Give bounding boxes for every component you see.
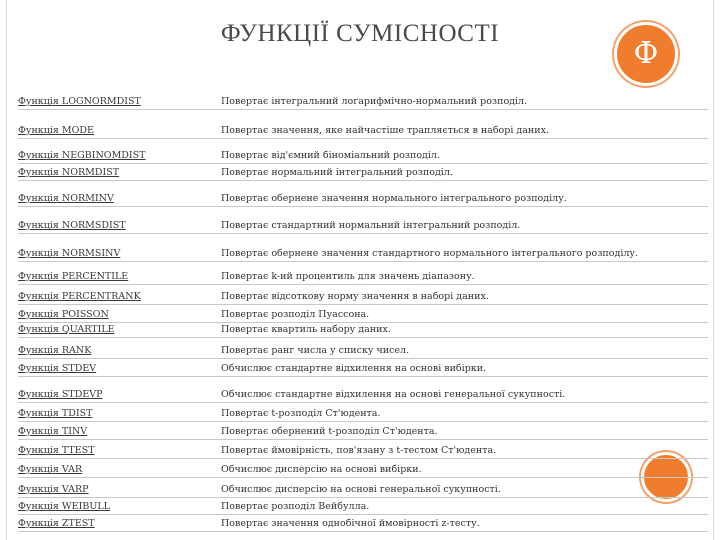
function-name-link[interactable]: Функція QUARTILE bbox=[18, 324, 115, 335]
row-divider bbox=[18, 138, 708, 139]
function-description: Повертає відсоткову норму значення в наборі даних. bbox=[221, 291, 489, 302]
row-divider bbox=[18, 514, 708, 515]
row-divider bbox=[18, 322, 708, 323]
function-name-link[interactable]: Функція NORMINV bbox=[18, 193, 114, 204]
row-divider bbox=[18, 337, 708, 338]
function-description: Повертає значення, яке найчастіше трапляється в наборі даних. bbox=[221, 125, 549, 136]
row-divider bbox=[18, 477, 708, 478]
function-description: Обчислює стандартне відхилення на основі генеральної сукупності. bbox=[221, 389, 566, 400]
page-title: ФУНКЦІЇ СУМІСНОСТІ bbox=[220, 20, 500, 47]
function-description: Обчислює стандартне відхилення на основі вибірки. bbox=[221, 363, 487, 374]
function-name-link[interactable]: Функція PERCENTRANK bbox=[18, 291, 141, 302]
row-divider bbox=[18, 284, 708, 285]
row-divider bbox=[18, 421, 708, 422]
function-name-link[interactable]: Функція PERCENTILE bbox=[18, 271, 129, 282]
letter-badge-icon: Ф bbox=[614, 22, 678, 86]
function-name-link[interactable]: Функція TDIST bbox=[18, 408, 93, 419]
row-divider bbox=[18, 261, 708, 262]
row-divider bbox=[18, 304, 708, 305]
function-name-link[interactable]: Функція STDEVP bbox=[18, 389, 103, 400]
function-name-link[interactable]: Функція RANK bbox=[18, 345, 92, 356]
row-divider bbox=[18, 233, 708, 234]
function-name-link[interactable]: Функція TTEST bbox=[18, 445, 95, 456]
function-description: Повертає значення однобічної ймовірності z-тесту. bbox=[221, 518, 480, 529]
function-description: Повертає розподіл Вейбулла. bbox=[221, 501, 370, 512]
function-name-link[interactable]: Функція NORMSINV bbox=[18, 248, 121, 259]
row-divider bbox=[18, 358, 708, 359]
row-divider bbox=[18, 402, 708, 403]
function-name-link[interactable]: Функція VAR bbox=[18, 464, 83, 475]
function-description: Повертає ранг числа у списку чисел. bbox=[221, 345, 410, 356]
function-name-link[interactable]: Функція MODE bbox=[18, 125, 94, 136]
function-description: Повертає обернене значення нормального інтегрального розподілу. bbox=[221, 193, 567, 204]
function-description: Повертає ймовірність, пов'язану з t-тестом Ст'юдента. bbox=[221, 445, 497, 456]
slide-border-right bbox=[713, 0, 714, 540]
function-name-link[interactable]: Функція VARP bbox=[18, 484, 89, 495]
function-description: Повертає квартиль набору даних. bbox=[221, 324, 391, 335]
function-description: Повертає k-ий процентиль для значень діапазону. bbox=[221, 271, 475, 282]
function-description: Повертає стандартний нормальний інтегральний розподіл. bbox=[221, 220, 521, 231]
row-divider bbox=[18, 180, 708, 181]
function-description: Повертає t-розподіл Ст'юдента. bbox=[221, 408, 381, 419]
function-name-link[interactable]: Функція NORMSDIST bbox=[18, 220, 126, 231]
function-name-link[interactable]: Функція WEIBULL bbox=[18, 501, 110, 512]
function-name-link[interactable]: Функція ZTEST bbox=[18, 518, 95, 529]
row-divider bbox=[18, 497, 708, 498]
row-divider bbox=[18, 458, 708, 459]
function-description: Повертає інтегральний логарифмічно-нормальний розподіл. bbox=[221, 96, 528, 107]
row-divider bbox=[18, 206, 708, 207]
row-divider bbox=[18, 531, 708, 532]
function-description: Повертає від'ємний біноміальний розподіл. bbox=[221, 150, 440, 161]
function-description: Повертає нормальний інтегральний розподіл. bbox=[221, 167, 453, 178]
slide-border-left bbox=[6, 0, 7, 540]
function-name-link[interactable]: Функція NORMDIST bbox=[18, 167, 120, 178]
function-name-link[interactable]: Функція STDEV bbox=[18, 363, 97, 374]
function-description: Обчислює дисперсію на основі вибірки. bbox=[221, 464, 422, 475]
function-name-link[interactable]: Функція NEGBINOMDIST bbox=[18, 150, 146, 161]
function-description: Обчислює дисперсію на основі генеральної сукупності. bbox=[221, 484, 501, 495]
row-divider bbox=[18, 163, 708, 164]
function-name-link[interactable]: Функція POISSON bbox=[18, 309, 109, 320]
row-divider bbox=[18, 376, 708, 377]
function-name-link[interactable]: Функція TINV bbox=[18, 426, 88, 437]
row-divider bbox=[18, 109, 708, 110]
row-divider bbox=[18, 439, 708, 440]
function-description: Повертає обернений t-розподіл Ст'юдента. bbox=[221, 426, 438, 437]
function-name-link[interactable]: Функція LOGNORMDIST bbox=[18, 96, 141, 107]
function-description: Повертає розподіл Пуассона. bbox=[221, 309, 370, 320]
function-description: Повертає обернене значення стандартного нормального інтегрального розподілу. bbox=[221, 248, 639, 259]
